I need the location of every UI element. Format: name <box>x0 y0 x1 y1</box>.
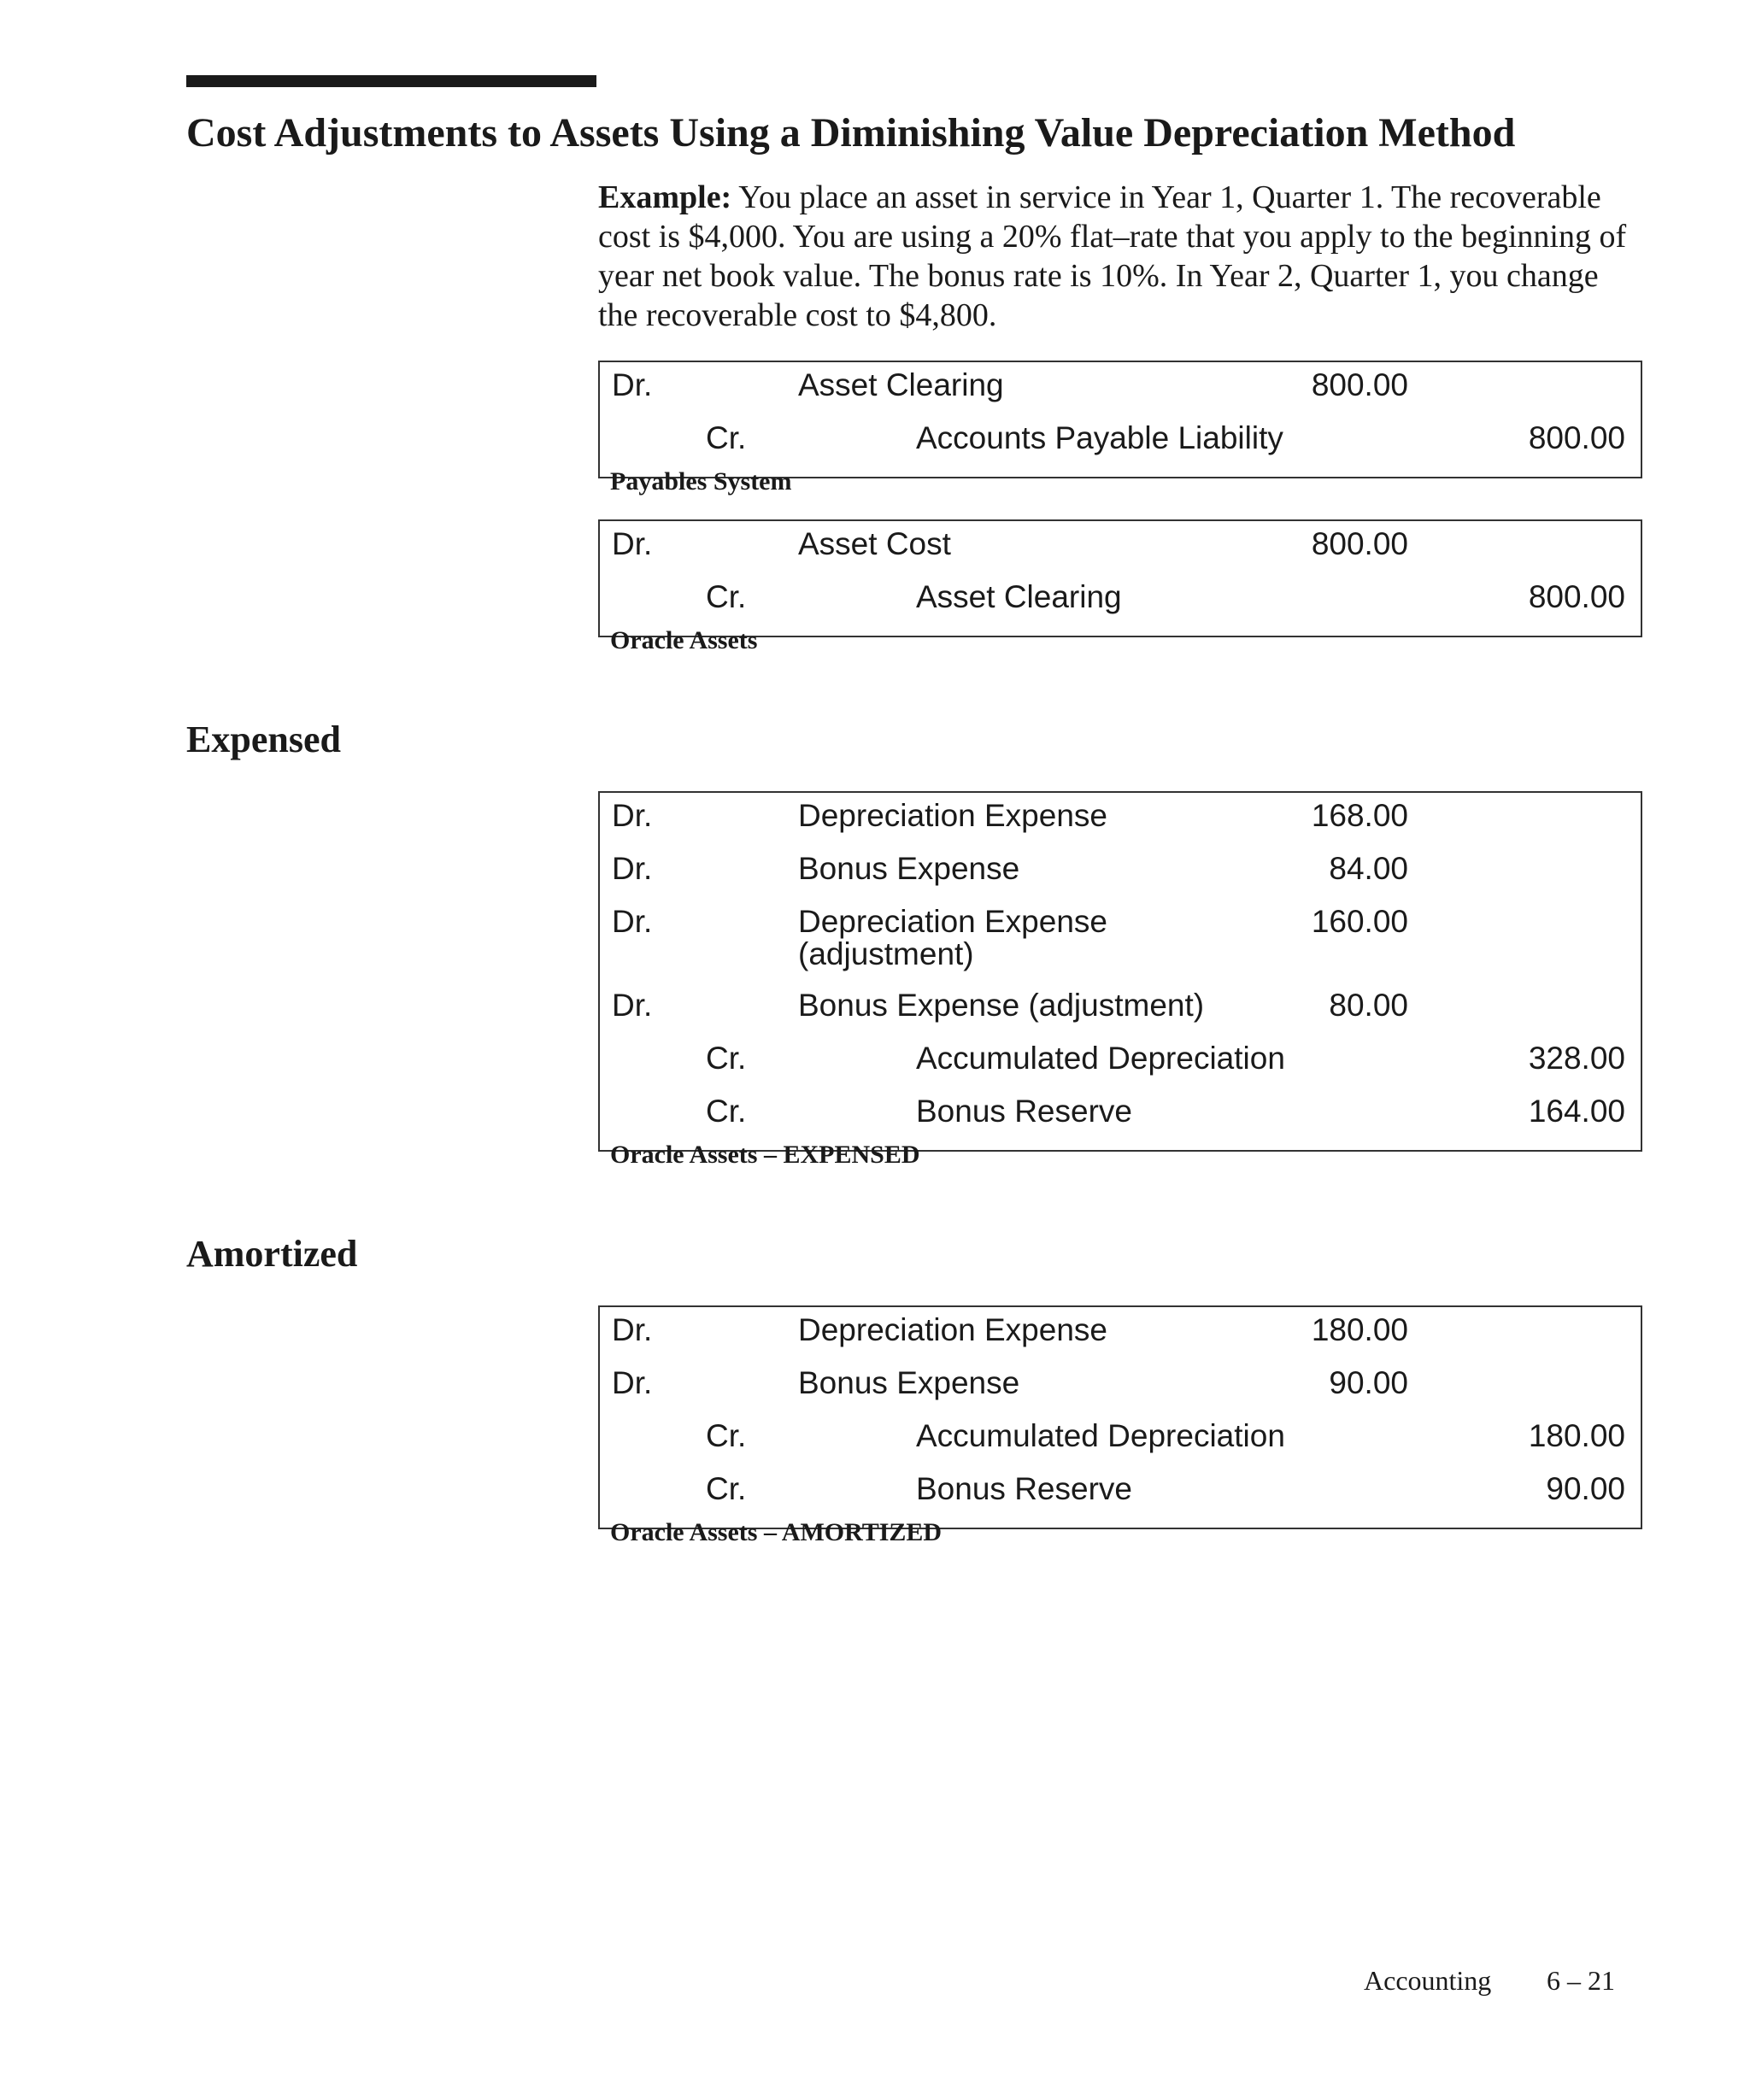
entry-debit: 800.00 <box>1311 367 1408 402</box>
journal-row <box>600 1039 1641 1092</box>
entry-credit: 328.00 <box>1528 1041 1625 1076</box>
entry-account: Bonus Expense (adjustment) <box>798 988 1205 1023</box>
journal-row <box>600 1092 1641 1145</box>
entry-account: Accounts Payable Liability <box>916 420 1283 455</box>
journal-row <box>600 1311 1641 1364</box>
entry-side: Dr. <box>612 526 653 561</box>
entry-account: Asset Cost <box>798 526 951 561</box>
journal-row <box>600 986 1641 1039</box>
entry-account: Asset Clearing <box>916 579 1122 614</box>
journal-row <box>600 1417 1641 1469</box>
entry-debit: 84.00 <box>1329 851 1408 886</box>
entry-debit: 80.00 <box>1329 988 1408 1023</box>
entry-side: Cr. <box>706 1041 747 1076</box>
entry-side: Dr. <box>612 1365 653 1400</box>
entry-side: Dr. <box>612 904 653 939</box>
entry-debit: 168.00 <box>1311 798 1408 833</box>
entry-side: Cr. <box>706 579 747 614</box>
entry-account: Bonus Reserve <box>916 1094 1132 1129</box>
journal-row <box>600 902 1641 986</box>
entry-debit: 90.00 <box>1329 1365 1408 1400</box>
entry-credit: 90.00 <box>1546 1471 1625 1506</box>
journal-row <box>600 849 1641 902</box>
journal-row <box>600 419 1641 472</box>
entry-credit: 164.00 <box>1528 1094 1625 1129</box>
entry-side: Cr. <box>706 1418 747 1453</box>
section-heading-amortized: Amortized <box>186 1233 358 1275</box>
entry-account: Bonus Reserve <box>916 1471 1132 1506</box>
example-label: Example: <box>598 179 732 215</box>
journal-row <box>600 1364 1641 1417</box>
entry-side: Cr. <box>706 1094 747 1129</box>
entry-debit: 160.00 <box>1311 904 1408 939</box>
entry-side: Dr. <box>612 798 653 833</box>
journal-assets <box>598 519 1642 637</box>
entry-account: Depreciation Expense <box>798 1312 1107 1347</box>
journal-row <box>600 525 1641 578</box>
entry-side: Dr. <box>612 1312 653 1347</box>
example-text: You place an asset in service in Year 1, Quarter 1. The recoverable cost is $4,000. You are using a 20% flat–rate that you apply to the beginning of year net book value. The bonus rate is 10%. In Year 2, Quarter 1, you change the recoverable cost to $4,800. <box>598 179 1627 333</box>
entry-credit: 800.00 <box>1528 579 1625 614</box>
example-paragraph <box>598 178 1641 335</box>
footer-page-number: 6 – 21 <box>1547 1965 1615 1996</box>
entry-account: Bonus Expense <box>798 851 1020 886</box>
entry-side: Dr. <box>612 367 653 402</box>
entry-account: Asset Clearing <box>798 367 1004 402</box>
journal-caption-expensed: Oracle Assets – EXPENSED <box>610 1141 920 1169</box>
page-title: Cost Adjustments to Assets Using a Diminishing Value Depreciation Method <box>186 110 1516 155</box>
entry-debit: 180.00 <box>1311 1312 1408 1347</box>
journal-row <box>600 796 1641 849</box>
journal-expensed <box>598 791 1642 1152</box>
entry-credit: 180.00 <box>1528 1418 1625 1453</box>
entry-account: Accumulated Depreciation <box>916 1418 1285 1453</box>
entry-account: Depreciation Expense <box>798 798 1107 833</box>
entry-account: Bonus Expense <box>798 1365 1020 1400</box>
entry-account: Accumulated Depreciation <box>916 1041 1285 1076</box>
entry-side: Dr. <box>612 988 653 1023</box>
entry-debit: 800.00 <box>1311 526 1408 561</box>
journal-payables <box>598 361 1642 478</box>
journal-caption-assets: Oracle Assets <box>610 626 758 654</box>
entry-side: Cr. <box>706 420 747 455</box>
journal-caption-amortized: Oracle Assets – AMORTIZED <box>610 1518 943 1546</box>
footer-section: Accounting <box>1364 1965 1492 1996</box>
top-rule <box>186 75 596 87</box>
section-heading-expensed: Expensed <box>186 719 341 760</box>
entry-credit: 800.00 <box>1528 420 1625 455</box>
entry-side: Cr. <box>706 1471 747 1506</box>
journal-row <box>600 578 1641 631</box>
entry-account: Depreciation Expense (adjustment) <box>798 904 1107 971</box>
journal-row <box>600 1469 1641 1522</box>
journal-amortized <box>598 1305 1642 1529</box>
entry-side: Dr. <box>612 851 653 886</box>
journal-caption-payables: Payables System <box>610 467 792 496</box>
journal-row <box>600 366 1641 419</box>
